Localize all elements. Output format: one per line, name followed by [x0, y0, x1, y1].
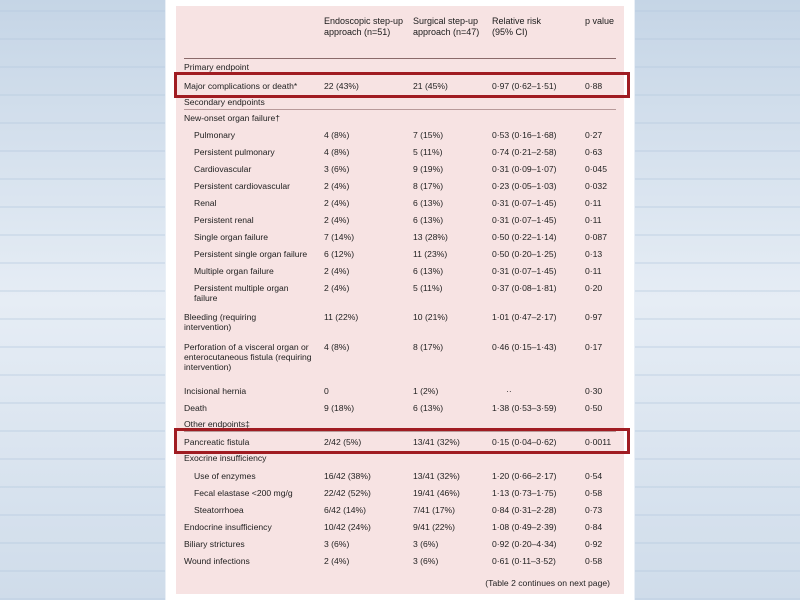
row-endoscopic: 0 — [324, 386, 329, 396]
row-label: Exocrine insufficiency — [184, 453, 267, 463]
row-p-value: 0·11 — [585, 198, 602, 208]
row-p-value: 0·087 — [585, 232, 607, 242]
row-p-value: 0·97 — [585, 312, 603, 322]
row-label: Steatorrhoea — [194, 505, 244, 515]
row-p-value: 0·11 — [585, 215, 602, 225]
row-label: Pancreatic fistula — [184, 437, 250, 447]
row-surgical: 3 (6%) — [413, 539, 439, 549]
row-p-value: 0·92 — [585, 539, 603, 549]
row-endoscopic: 2 (4%) — [324, 198, 350, 208]
row-p-value: 0·73 — [585, 505, 603, 515]
row-relative-risk: 1·01 (0·47–2·17) — [492, 312, 557, 322]
row-surgical: 9 (19%) — [413, 164, 444, 174]
row-relative-risk: ·· — [506, 386, 512, 396]
row-p-value: 0·50 — [585, 403, 603, 413]
header-relative-risk: Relative risk (95% CI) — [492, 16, 542, 37]
row-endoscopic: 2 (4%) — [324, 215, 350, 225]
row-relative-risk: 0·31 (0·07–1·45) — [492, 266, 557, 276]
row-label: Death — [184, 403, 207, 413]
row-p-value: 0·032 — [585, 181, 607, 191]
header-divider — [184, 58, 616, 59]
row-p-value: 0·13 — [585, 249, 603, 259]
row-endoscopic: 3 (6%) — [324, 164, 350, 174]
row-surgical: 10 (21%) — [413, 312, 448, 322]
row-label: Use of enzymes — [194, 471, 256, 481]
row-surgical: 13 (28%) — [413, 232, 448, 242]
row-label: Bleeding (requiring intervention) — [184, 312, 257, 332]
highlight-major-complications — [174, 72, 630, 98]
row-p-value: 0·58 — [585, 488, 603, 498]
section-other: Other endpoints‡ — [184, 419, 250, 429]
row-surgical: 7 (15%) — [413, 130, 444, 140]
row-label: Cardiovascular — [194, 164, 252, 174]
row-p-value: 0·20 — [585, 283, 603, 293]
row-endoscopic: 6/42 (14%) — [324, 505, 367, 515]
row-endoscopic: 2 (4%) — [324, 266, 350, 276]
row-endoscopic: 4 (8%) — [324, 342, 350, 352]
row-relative-risk: 0·23 (0·05–1·03) — [492, 181, 557, 191]
row-surgical: 6 (13%) — [413, 215, 444, 225]
row-endoscopic: 3 (6%) — [324, 539, 350, 549]
row-label: Persistent multiple organ failure — [194, 283, 289, 303]
row-relative-risk: 0·31 (0·09–1·07) — [492, 164, 557, 174]
row-relative-risk: 0·15 (0·04–0·62) — [492, 437, 557, 447]
row-relative-risk: 0·31 (0·07–1·45) — [492, 198, 557, 208]
row-endoscopic: 4 (8%) — [324, 147, 350, 157]
row-label: Single organ failure — [194, 232, 269, 242]
row-p-value: 0·88 — [585, 81, 603, 91]
row-surgical: 6 (13%) — [413, 198, 444, 208]
row-p-value: 0·11 — [585, 266, 602, 276]
row-p-value: 0·58 — [585, 556, 603, 566]
row-label: Wound infections — [184, 556, 250, 566]
row-label: Perforation of a visceral organ or enterocutaneous fistula (requiring intervention) — [184, 342, 312, 372]
row-label: Renal — [194, 198, 217, 208]
row-p-value: 0·30 — [585, 386, 603, 396]
row-label: Incisional hernia — [184, 386, 247, 396]
row-surgical: 1 (2%) — [413, 386, 439, 396]
row-p-value: 0·17 — [585, 342, 603, 352]
row-label: Persistent single organ failure — [194, 249, 308, 259]
row-surgical: 13/41 (32%) — [413, 437, 460, 447]
row-p-value: 0·0011 — [585, 437, 612, 447]
row-endoscopic: 9 (18%) — [324, 403, 355, 413]
row-relative-risk: 1·13 (0·73–1·75) — [492, 488, 557, 498]
header-surgical: Surgical step-up approach (n=47) — [413, 16, 480, 37]
row-label: Major complications or death* — [184, 81, 298, 91]
row-relative-risk: 0·37 (0·08–1·81) — [492, 283, 557, 293]
row-surgical: 9/41 (22%) — [413, 522, 456, 532]
row-surgical: 5 (11%) — [413, 147, 443, 157]
row-surgical: 11 (23%) — [413, 249, 448, 259]
section-primary: Primary endpoint — [184, 62, 249, 72]
row-surgical: 13/41 (32%) — [413, 471, 460, 481]
row-label: Multiple organ failure — [194, 266, 274, 276]
row-endoscopic: 10/42 (24%) — [324, 522, 371, 532]
header-endoscopic: Endoscopic step-up approach (n=51) — [324, 16, 404, 37]
row-relative-risk: 1·08 (0·49–2·39) — [492, 522, 557, 532]
section-secondary: Secondary endpoints — [184, 97, 265, 107]
row-p-value: 0·63 — [585, 147, 603, 157]
row-label: New-onset organ failure† — [184, 113, 281, 123]
row-relative-risk: 0·50 (0·20–1·25) — [492, 249, 557, 259]
row-p-value: 0·84 — [585, 522, 603, 532]
row-relative-risk: 0·53 (0·16–1·68) — [492, 130, 557, 140]
row-label: Biliary strictures — [184, 539, 245, 549]
highlight-pancreatic-fistula — [174, 428, 630, 454]
row-relative-risk: 0·61 (0·11–3·52) — [492, 556, 556, 566]
row-surgical: 8 (17%) — [413, 181, 444, 191]
row-endoscopic: 2 (4%) — [324, 556, 350, 566]
row-p-value: 0·54 — [585, 471, 603, 481]
row-surgical: 21 (45%) — [413, 81, 448, 91]
row-surgical: 6 (13%) — [413, 403, 444, 413]
row-p-value: 0·045 — [585, 164, 607, 174]
row-relative-risk: 0·92 (0·20–4·34) — [492, 539, 557, 549]
row-label: Persistent pulmonary — [194, 147, 275, 157]
row-relative-risk: 0·97 (0·62–1·51) — [492, 81, 557, 91]
row-endoscopic: 7 (14%) — [324, 232, 355, 242]
table-continuation-note: (Table 2 continues on next page) — [485, 578, 610, 588]
header-p-value: p value — [585, 16, 615, 26]
row-label: Persistent cardiovascular — [194, 181, 291, 191]
row-surgical: 3 (6%) — [413, 556, 439, 566]
row-endoscopic: 16/42 (38%) — [324, 471, 371, 481]
row-surgical: 5 (11%) — [413, 283, 443, 293]
row-label: Persistent renal — [194, 215, 254, 225]
background-left-panel — [0, 0, 165, 600]
row-relative-risk: 1·20 (0·66–2·17) — [492, 471, 557, 481]
row-endoscopic: 2/42 (5%) — [324, 437, 362, 447]
row-endoscopic: 2 (4%) — [324, 181, 350, 191]
row-relative-risk: 0·31 (0·07–1·45) — [492, 215, 557, 225]
row-relative-risk: 0·50 (0·22–1·14) — [492, 232, 557, 242]
row-surgical: 7/41 (17%) — [413, 505, 456, 515]
section-secondary-divider — [184, 109, 616, 110]
row-relative-risk: 1·38 (0·53–3·59) — [492, 403, 557, 413]
row-label: Fecal elastase <200 mg/g — [194, 488, 293, 498]
row-relative-risk: 0·46 (0·15–1·43) — [492, 342, 557, 352]
row-label: Pulmonary — [194, 130, 236, 140]
row-endoscopic: 22/42 (52%) — [324, 488, 371, 498]
row-surgical: 19/41 (46%) — [413, 488, 460, 498]
row-endoscopic: 6 (12%) — [324, 249, 355, 259]
row-endoscopic: 11 (22%) — [324, 312, 359, 322]
row-endoscopic: 2 (4%) — [324, 283, 350, 293]
row-endoscopic: 22 (43%) — [324, 81, 359, 91]
row-relative-risk: 0·84 (0·31–2·28) — [492, 505, 557, 515]
row-p-value: 0·27 — [585, 130, 603, 140]
background-right-panel — [635, 0, 800, 600]
row-label: Endocrine insufficiency — [184, 522, 272, 532]
row-surgical: 6 (13%) — [413, 266, 444, 276]
row-relative-risk: 0·74 (0·21–2·58) — [492, 147, 557, 157]
row-surgical: 8 (17%) — [413, 342, 444, 352]
row-endoscopic: 4 (8%) — [324, 130, 350, 140]
